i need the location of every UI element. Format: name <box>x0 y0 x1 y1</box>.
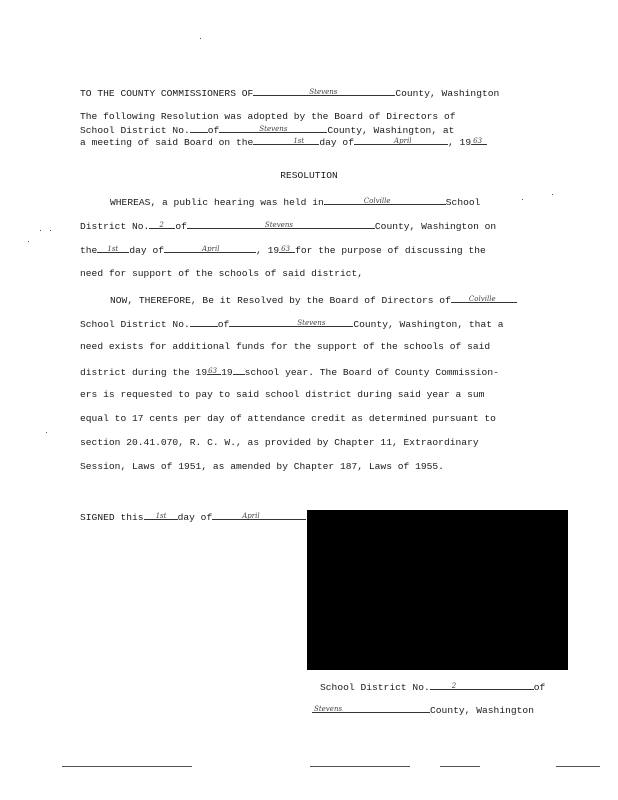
now-district-blank[interactable] <box>190 317 218 327</box>
now-district-label: School District No. <box>80 319 190 330</box>
intro-county-blank[interactable] <box>219 123 327 133</box>
redacted-signatures <box>307 510 568 670</box>
signed-line <box>80 510 306 523</box>
handwritten-day-1: 1st <box>293 137 305 145</box>
whereas-county-suffix: County, Washington on <box>374 221 497 232</box>
intro-of-label: of <box>207 125 220 136</box>
whereas-purpose-text: for the purpose of discussing the <box>295 245 486 256</box>
header-to-suffix: County, Washington <box>395 88 500 99</box>
handwritten-county: Stevens <box>309 88 338 96</box>
intro-line-1: The following Resolution was adopted by the Board of Directors of <box>80 111 456 122</box>
intro-meeting-label: a meeting of said Board on the <box>80 137 254 148</box>
now-line-7: section 20.41.070, R. C. W., as provided by Chapter 11, Extraordinary <box>80 437 479 448</box>
handwritten-year-3: 63 <box>208 367 218 375</box>
now-line-2 <box>80 317 504 330</box>
now-line-4 <box>80 365 499 378</box>
whereas-district-blank[interactable] <box>149 219 175 229</box>
now-line-8: Session, Laws of 1951, as amended by Chapter 187, Laws of 1955. <box>80 461 444 472</box>
whereas-line-2 <box>80 219 496 232</box>
handwritten-county-3: Stevens <box>264 221 293 229</box>
meeting-month-blank[interactable] <box>354 135 448 145</box>
intro-year-prefix: , 19 <box>448 137 472 148</box>
whereas-the-label: the <box>80 245 98 256</box>
handwritten-day-2: 1st <box>107 245 119 253</box>
now-line-1 <box>110 293 517 306</box>
now-resolved-text: NOW, THEREFORE, Be it Resolved by the Board of Directors of <box>110 295 451 306</box>
now-county-blank[interactable] <box>229 317 353 327</box>
handwritten-county-2: Stevens <box>259 125 288 133</box>
whereas-hearing-text: WHEREAS, a public hearing was held in <box>110 197 324 208</box>
now-school-year-text: school year. The Board of County Commission- <box>244 367 499 378</box>
whereas-district-label: District No. <box>80 221 150 232</box>
header-to-prefix: TO THE COUNTY COMMISSIONERS OF <box>80 88 254 99</box>
bottom-scan-rule <box>440 766 480 767</box>
handwritten-month-2: April <box>202 245 220 253</box>
whereas-month-blank[interactable] <box>164 243 256 253</box>
header-line <box>80 86 499 99</box>
scan-speck <box>40 230 41 231</box>
signature-county-suffix: County, Washington <box>430 705 534 716</box>
whereas-line-3 <box>80 243 486 256</box>
now-year-start-blank[interactable] <box>207 365 221 375</box>
handwritten-county-4: Stevens <box>297 319 326 327</box>
whereas-day-blank[interactable] <box>97 243 129 253</box>
handwritten-month-3: April <box>242 512 260 520</box>
signed-dayof-label: day of <box>177 512 213 523</box>
scan-speck <box>552 194 553 195</box>
meeting-day-blank[interactable] <box>253 135 319 145</box>
handwritten-district-1: 2 <box>159 221 164 229</box>
whereas-line-4: need for support of the schools of said district, <box>80 268 364 279</box>
district-number-blank[interactable] <box>190 123 208 133</box>
scan-speck <box>46 432 47 433</box>
intro-line-3 <box>80 135 487 148</box>
now-of-label: of <box>217 319 230 330</box>
scan-speck <box>200 38 201 39</box>
whereas-year-prefix: , 19 <box>256 245 280 256</box>
now-line-5: ers is requested to pay to said school district during said year a sum <box>80 389 485 400</box>
whereas-school-label: School <box>445 197 481 208</box>
handwritten-board: Colville <box>468 295 496 303</box>
now-year-end-blank[interactable] <box>233 365 245 375</box>
signature-district-blank[interactable] <box>430 680 534 690</box>
intro-dayof-label: day of <box>319 137 354 148</box>
intro-district-label: School District No. <box>80 125 190 136</box>
county-blank[interactable] <box>253 86 395 96</box>
now-line-6: equal to 17 cents per day of attendance credit as determined pursuant to <box>80 413 496 424</box>
signature-of-label: of <box>533 682 546 693</box>
handwritten-year-2: 63 <box>281 245 291 253</box>
scan-speck <box>28 241 29 242</box>
now-line-3: need exists for additional funds for the support of the schools of said <box>80 341 491 352</box>
signed-month-blank[interactable] <box>212 510 306 520</box>
whereas-line-1 <box>110 195 480 208</box>
handwritten-day-3: 1st <box>155 512 167 520</box>
meeting-year-blank[interactable] <box>471 135 487 145</box>
resolution-title: RESOLUTION <box>280 170 338 181</box>
scan-speck <box>50 230 51 231</box>
bottom-scan-rule <box>556 766 600 767</box>
handwritten-district-2: 2 <box>451 682 457 690</box>
now-year-prefix: district during the 19 <box>80 367 208 378</box>
handwritten-place: Colville <box>363 197 391 205</box>
signed-this-label: SIGNED this <box>80 512 144 523</box>
bottom-scan-rule <box>310 766 410 767</box>
signature-county-line <box>312 703 534 716</box>
signature-county-blank[interactable] <box>312 703 430 713</box>
hearing-place-blank[interactable] <box>324 195 446 205</box>
now-year-mid: 19 <box>221 367 233 378</box>
now-county-suffix: County, Washington, that a <box>353 319 504 330</box>
scan-speck <box>522 199 523 200</box>
whereas-county-blank[interactable] <box>187 219 375 229</box>
handwritten-year-1: 63 <box>473 137 483 145</box>
signature-district-label: School District No. <box>320 682 430 693</box>
intro-county-suffix: County, Washington, at <box>327 125 455 136</box>
whereas-year-blank[interactable] <box>279 243 295 253</box>
now-board-blank[interactable] <box>451 293 517 303</box>
signed-day-blank[interactable] <box>144 510 178 520</box>
whereas-of-label: of <box>175 221 187 232</box>
bottom-scan-rule <box>62 766 192 767</box>
handwritten-month-1: April <box>394 137 412 145</box>
signature-district-line <box>320 680 545 693</box>
whereas-dayof-label: day of <box>129 245 165 256</box>
handwritten-county-5: Stevens <box>314 705 343 713</box>
